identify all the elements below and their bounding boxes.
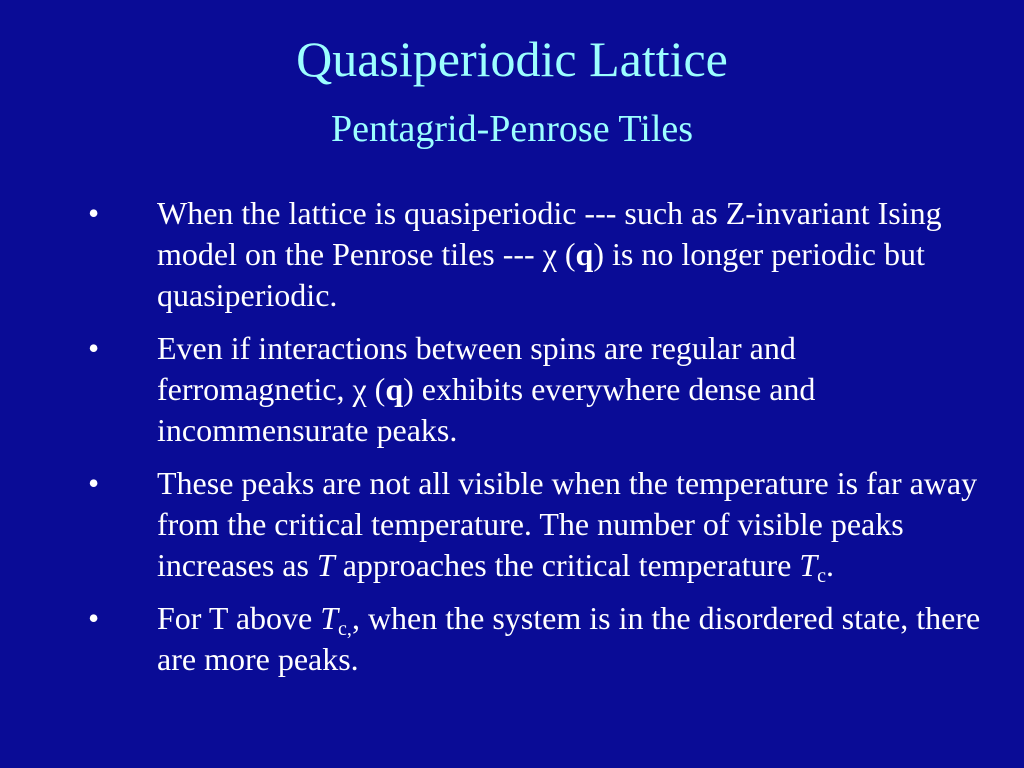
bullet-text: For T above <box>157 600 321 636</box>
slide-title: Quasiperiodic Lattice <box>296 31 728 87</box>
bullet-text: Even if interactions between spins are regular and ferromagnetic, <box>157 330 796 407</box>
critical-subscript: c, <box>338 618 352 640</box>
bullet-text: These peaks are not all visible when the temperature is far away from the critical temperature. The number of visible peaks increases as <box>157 465 978 583</box>
bullet-text: ) is no longer periodic but quasiperiodic. <box>157 236 925 313</box>
temperature-symbol: T <box>316 547 335 583</box>
bullet-marker: • <box>88 465 100 501</box>
bullet-marker: • <box>88 600 100 636</box>
bullet-text: When the lattice is quasiperiodic --- such as Z-invariant Ising model on the Penrose tiles --- <box>157 195 942 272</box>
critical-subscript: c <box>817 565 827 587</box>
chi-symbol: χ <box>542 236 557 272</box>
bullet-marker: • <box>88 330 100 366</box>
bullet-text: , when the system is in the disordered state, there are more peaks. <box>157 600 981 677</box>
bullet-text: . <box>826 547 835 583</box>
slide-subtitle: Pentagrid-Penrose Tiles <box>330 108 694 150</box>
bullet-item-4 <box>0 598 1024 680</box>
bullet-item-3 <box>0 463 1024 586</box>
bullet-text: approaches the critical temperature <box>334 547 800 583</box>
bullet-marker: • <box>88 195 100 231</box>
critical-temperature-symbol: T <box>799 547 818 583</box>
bullet-item-1 <box>0 193 1024 316</box>
critical-temperature-symbol: T <box>320 600 339 636</box>
q-vector: q <box>575 236 594 272</box>
bullet-text: ) exhibits everywhere dense and incommensurate peaks. <box>157 371 816 448</box>
q-vector: q <box>385 371 404 407</box>
paren-open: ( <box>366 371 386 407</box>
paren-open: ( <box>556 236 576 272</box>
chi-symbol: χ <box>352 371 367 407</box>
bullet-item-2 <box>0 328 1024 451</box>
bullet-list <box>0 193 1024 692</box>
